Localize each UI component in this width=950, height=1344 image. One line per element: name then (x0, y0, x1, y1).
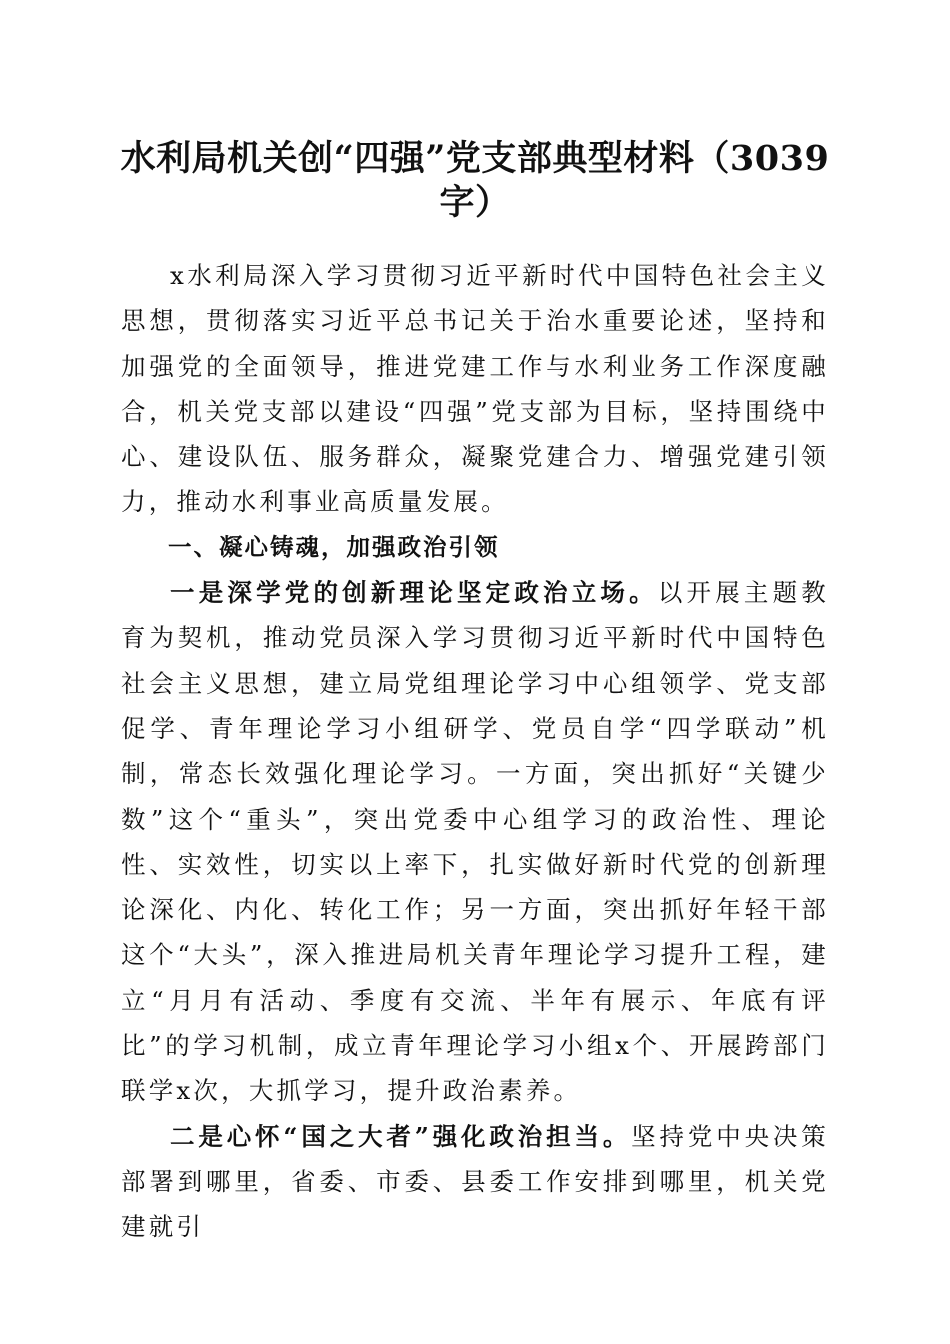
section-heading-1: 一、凝心铸魂，加强政治引领 (168, 532, 500, 561)
document-body (121, 253, 829, 1250)
document-title: 水利局机关创“四强”党支部典型材料（3039字） (120, 138, 830, 223)
paragraph-lead-2: 二是心怀“国之大者”强化政治担当。 (170, 1121, 632, 1151)
paragraph-lead-1: 一是深学党的创新理论坚定政治立场。 (170, 578, 658, 608)
body-paragraph-2 (121, 1114, 829, 1250)
intro-paragraph (121, 253, 829, 525)
intro-paragraph-text: x水利局深入学习贯彻习近平新时代中国特色社会主义思想，贯彻落实习近平总书记关于治水重要论述，坚持和加强党的全面领导，推进党建工作与水利业务工作深度融合，机关党支部以建设“四强”党支部为目标，坚持围绕中心、建设队伍、服务群众，凝聚党建合力、增强党建引领力，推动水利事业高质量发展。 (121, 261, 829, 517)
body-paragraph-1 (121, 570, 829, 1114)
paragraph-text-2: 坚持党中央决策部署到哪里，省委、市委、县委工作安排到哪里，机关党建就引 (121, 1121, 829, 1242)
paragraph-text-1: 以开展主题教育为契机，推动党员深入学习贯彻习近平新时代中国特色社会主义思想，建立局党组理论学习中心组领学、党支部促学、青年理论学习小组研学、党员自学“四学联动”机制，常态长效强化理论学习。一方面，突出抓好“关键少数”这个“重头”，突出党委中心组学习的政治性、理论性、实效性，切实以上率下，扎实做好新时代党的创新理论深化、内化、转化工作；另一方面，突出抓好年轻干部这个“大头”，深入推进局机关青年理论学习提升工程，建立“月月有活动、季度有交流、半年有展示、年底有评比”的学习机制，成立青年理论学习小组x个、开展跨部门联学x次，大抓学习，提升政治素养。 (121, 578, 830, 1106)
